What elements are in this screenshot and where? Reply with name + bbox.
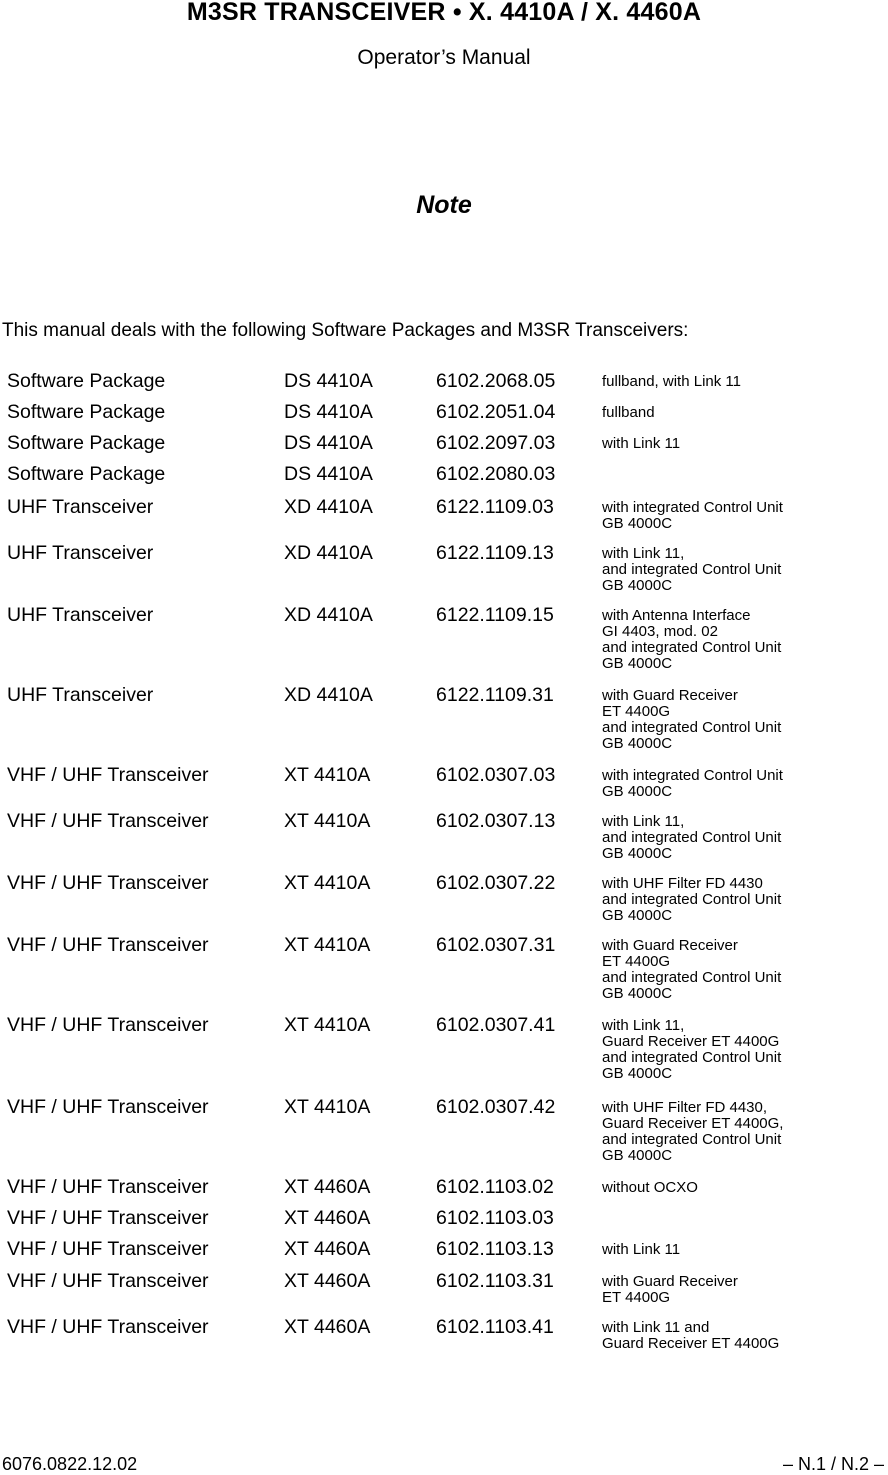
row-remark: with Link 11, and integrated Control Unit GB 4000C xyxy=(602,545,782,594)
row-part-number: 6102.1103.13 xyxy=(436,1238,554,1260)
row-type: UHF Transceiver xyxy=(7,604,154,626)
row-model: XT 4410A xyxy=(284,810,371,832)
row-part-number: 6102.1103.02 xyxy=(436,1176,554,1198)
row-part-number: 6102.2068.05 xyxy=(436,370,556,392)
row-model: DS 4410A xyxy=(284,432,373,454)
row-remark: with Link 11 and Guard Receiver ET 4400G xyxy=(602,1319,780,1352)
row-type: VHF / UHF Transceiver xyxy=(7,1270,209,1292)
row-remark: with Link 11, Guard Receiver ET 4400G and integrated Control Unit GB 4000C xyxy=(602,1017,782,1082)
row-type: VHF / UHF Transceiver xyxy=(7,872,209,894)
row-part-number: 6102.1103.41 xyxy=(436,1316,554,1338)
document-title: M3SR TRANSCEIVER • X. 4410A / X. 4460A xyxy=(186,0,702,26)
row-remark: fullband xyxy=(602,404,655,421)
row-model: XD 4410A xyxy=(284,496,373,518)
row-model: XT 4460A xyxy=(284,1316,371,1338)
row-part-number: 6102.1103.03 xyxy=(436,1207,554,1229)
row-type: VHF / UHF Transceiver xyxy=(7,1096,209,1118)
row-model: XD 4410A xyxy=(284,542,373,564)
row-type: UHF Transceiver xyxy=(7,684,154,706)
row-part-number: 6102.0307.03 xyxy=(436,764,556,786)
row-remark: with Link 11, and integrated Control Unit GB 4000C xyxy=(602,813,782,862)
row-remark: fullband, with Link 11 xyxy=(602,373,741,390)
row-model: XT 4410A xyxy=(284,764,371,786)
row-model: XT 4460A xyxy=(284,1207,371,1229)
row-type: VHF / UHF Transceiver xyxy=(7,1238,209,1260)
row-type: Software Package xyxy=(7,401,166,423)
row-remark: with integrated Control Unit GB 4000C xyxy=(602,767,783,800)
row-remark: with UHF Filter FD 4430 and integrated Control Unit GB 4000C xyxy=(602,875,782,924)
row-model: XT 4410A xyxy=(284,872,371,894)
row-type: VHF / UHF Transceiver xyxy=(7,1207,209,1229)
row-part-number: 6102.0307.13 xyxy=(436,810,556,832)
row-type: Software Package xyxy=(7,370,166,392)
row-remark: without OCXO xyxy=(602,1179,698,1196)
row-remark: with Antenna Interface GI 4403, mod. 02 and integrated Control Unit GB 4000C xyxy=(602,607,782,672)
row-remark: with UHF Filter FD 4430, Guard Receiver ET 4400G, and integrated Control Unit GB 4000C xyxy=(602,1099,784,1164)
row-part-number: 6102.1103.31 xyxy=(436,1270,554,1292)
row-type: UHF Transceiver xyxy=(7,496,154,518)
row-type: VHF / UHF Transceiver xyxy=(7,1316,209,1338)
row-remark: with Link 11 xyxy=(602,435,681,452)
row-model: XT 4410A xyxy=(284,1014,371,1036)
row-part-number: 6102.2097.03 xyxy=(436,432,556,454)
footer-doc-number: 6076.0822.12.02 xyxy=(2,1454,138,1474)
row-remark: with integrated Control Unit GB 4000C xyxy=(602,499,783,532)
row-type: VHF / UHF Transceiver xyxy=(7,1176,209,1198)
row-part-number: 6122.1109.31 xyxy=(436,684,554,706)
row-model: XT 4410A xyxy=(284,1096,371,1118)
row-model: DS 4410A xyxy=(284,401,373,423)
intro-text: This manual deals with the following Software Packages and M3SR Transceivers: xyxy=(2,320,689,341)
row-type: VHF / UHF Transceiver xyxy=(7,764,209,786)
row-model: XT 4460A xyxy=(284,1176,371,1198)
row-model: XD 4410A xyxy=(284,604,373,626)
row-type: VHF / UHF Transceiver xyxy=(7,1014,209,1036)
row-model: XD 4410A xyxy=(284,684,373,706)
note-heading: Note xyxy=(416,191,472,219)
row-model: XT 4410A xyxy=(284,934,371,956)
row-model: DS 4410A xyxy=(284,370,373,392)
row-part-number: 6122.1109.15 xyxy=(436,604,554,626)
row-part-number: 6102.0307.42 xyxy=(436,1096,556,1118)
row-part-number: 6102.2080.03 xyxy=(436,463,556,485)
row-part-number: 6102.0307.41 xyxy=(436,1014,556,1036)
row-model: XT 4460A xyxy=(284,1238,371,1260)
row-model: XT 4460A xyxy=(284,1270,371,1292)
row-part-number: 6102.2051.04 xyxy=(436,401,556,423)
row-remark: with Guard Receiver ET 4400G and integrated Control Unit GB 4000C xyxy=(602,937,782,1002)
row-part-number: 6102.0307.22 xyxy=(436,872,556,894)
row-part-number: 6122.1109.03 xyxy=(436,496,554,518)
row-type: Software Package xyxy=(7,432,166,454)
row-type: Software Package xyxy=(7,463,166,485)
document-subtitle: Operator’s Manual xyxy=(357,46,531,69)
row-remark: with Link 11 xyxy=(602,1241,681,1258)
row-part-number: 6122.1109.13 xyxy=(436,542,554,564)
row-part-number: 6102.0307.31 xyxy=(436,934,556,956)
row-type: UHF Transceiver xyxy=(7,542,154,564)
footer-page-number: – N.1 / N.2 – xyxy=(782,1454,884,1474)
row-type: VHF / UHF Transceiver xyxy=(7,934,209,956)
row-remark: with Guard Receiver ET 4400G xyxy=(602,1273,738,1306)
row-type: VHF / UHF Transceiver xyxy=(7,810,209,832)
row-model: DS 4410A xyxy=(284,463,373,485)
row-remark: with Guard Receiver ET 4400G and integrated Control Unit GB 4000C xyxy=(602,687,782,752)
